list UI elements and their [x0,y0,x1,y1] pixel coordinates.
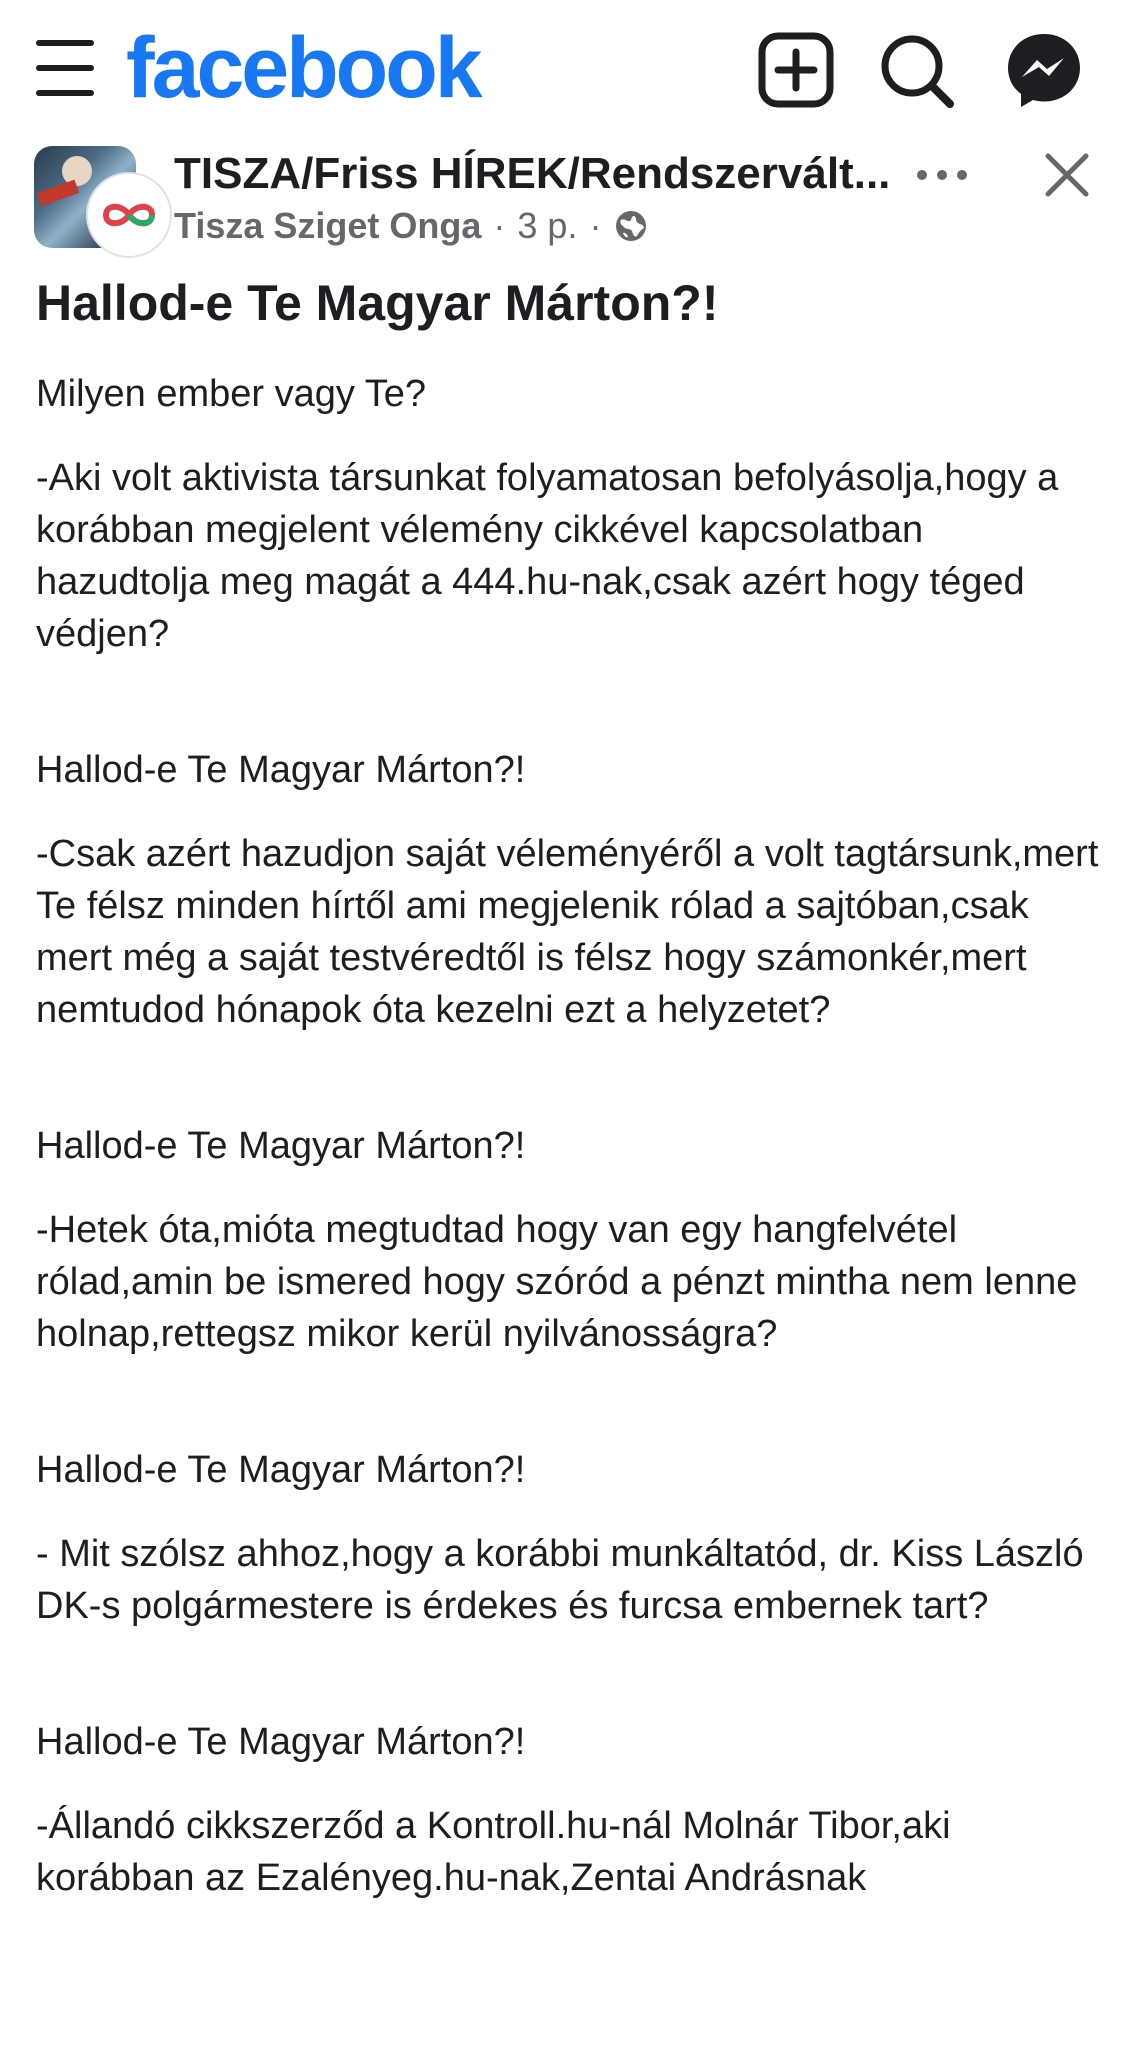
author-name[interactable]: Tisza Sziget Onga [174,205,482,246]
post-refrain: Hallod-e Te Magyar Márton?! [36,1449,526,1491]
post-paragraph: -Hetek óta,mióta megtudtad hogy van egy hangfelvétel rólad,amin be ismered hogy szóród a pénzt mintha nem lenne holnap,rettegsz mikor kerül nyilvánosságra? [36,1209,1078,1355]
post-paragraph: - Mit szólsz ahhoz,hogy a korábbi munkáltatód, dr. Kiss László DK-s polgármestere is érdekes és furcsa embernek tart? [36,1533,1084,1627]
meta-separator-2: · [589,205,602,246]
top-bar [0,0,1130,138]
post-title: Hallod-e Te Magyar Márton?! [36,275,719,331]
post-body [36,268,1106,1936]
facebook-logo[interactable]: facebook [126,20,480,116]
globe-icon [613,208,649,244]
post-refrain: Hallod-e Te Magyar Márton?! [36,1125,526,1167]
create-post-icon[interactable] [756,30,836,110]
post-meta [174,200,649,252]
menu-icon[interactable] [36,40,94,96]
messenger-icon[interactable] [1004,30,1084,110]
post-paragraph: -Aki volt aktivista társunkat folyamatosan befolyásolja,hogy a korábban megjelent vélemény cikkével kapcsolatban hazudtolja meg magát a 444.hu-nak,csak azért hogy téged védjen? [36,457,1059,655]
author-avatar[interactable] [88,174,170,256]
more-options-icon[interactable] [914,158,970,192]
meta-separator: · [493,205,506,246]
post-refrain: Hallod-e Te Magyar Márton?! [36,749,526,791]
post-paragraph: Milyen ember vagy Te? [36,373,427,415]
group-name[interactable]: TISZA/Friss HÍREK/Rendszervált... [174,149,891,198]
post-time[interactable]: 3 p. [517,205,578,246]
search-icon[interactable] [876,30,956,110]
close-icon[interactable] [1040,148,1094,202]
post-paragraph: -Állandó cikkszerződ a Kontroll.hu-nál Molnár Tibor,aki korábban az Ezalényeg.hu-nak,Zentai Andrásnak [36,1805,951,1899]
post-refrain: Hallod-e Te Magyar Márton?! [36,1721,526,1763]
post-paragraph: -Csak azért hazudjon saját véleményéről a volt tagtársunk,mert Te félsz minden hírtől ami megjelenik rólad a sajtóban,csak mert még a saját testvéredtől is félsz hogy számonkér,mert nemtudod hónapok óta kezelni ezt a helyzetet? [36,833,1099,1031]
